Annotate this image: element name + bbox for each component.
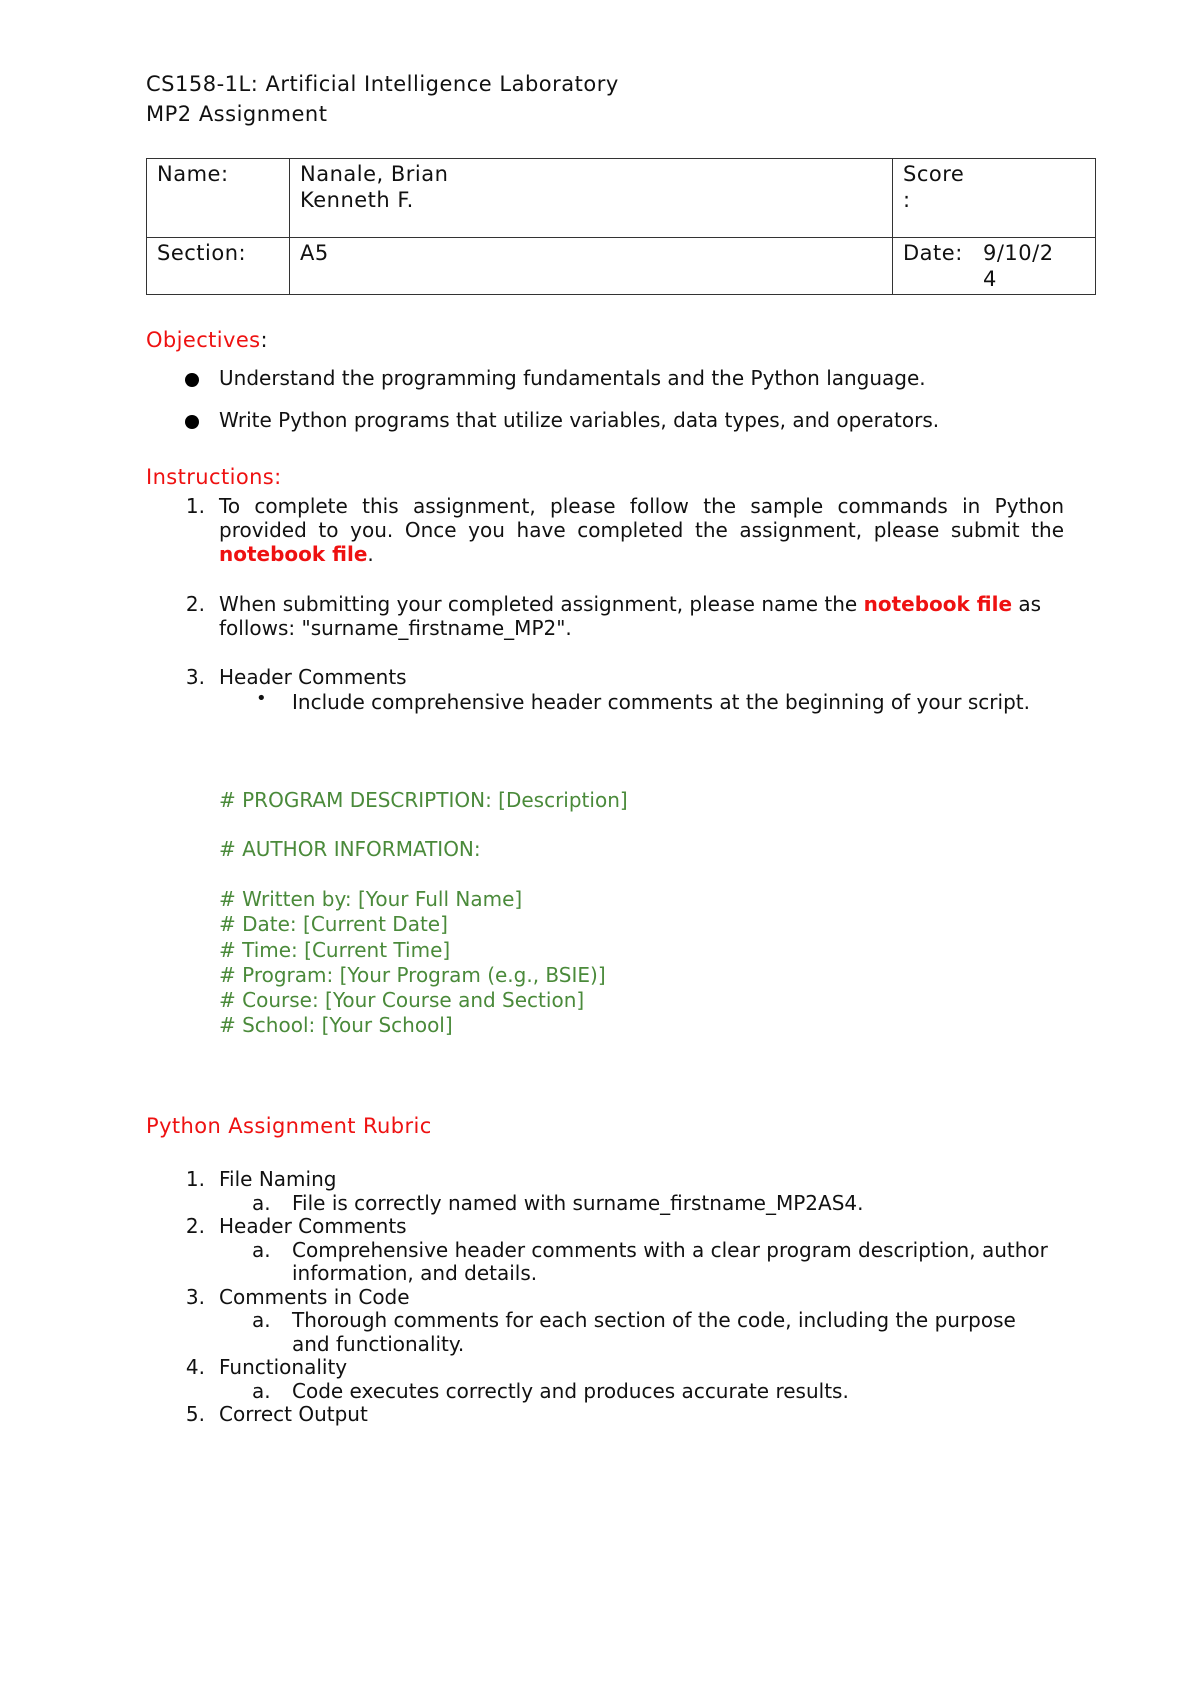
code-line: # Program: [Your Program (e.g., BSIE)] <box>219 963 606 987</box>
rubric-item: Functionality <box>219 1355 348 1379</box>
list-number: 3. <box>185 665 205 689</box>
list-letter: a. <box>252 1190 271 1215</box>
objectives-colon: : <box>260 328 269 352</box>
name-value-line1: Nanale, Brian <box>300 162 449 186</box>
list-number: 4. <box>185 1355 205 1379</box>
rubric-subitem: Thorough comments for each section of the code, including the purpose <box>292 1308 1016 1332</box>
rubric-list <box>175 1168 1048 1427</box>
name-value-line2: Kenneth F. <box>300 188 414 212</box>
list-letter: a. <box>252 1237 271 1262</box>
rubric-item: Correct Output <box>219 1402 368 1426</box>
code-line: # Time: [Current Time] <box>219 938 451 962</box>
score-label: Score <box>903 162 965 186</box>
name-label: Name: <box>157 162 229 186</box>
bullet-icon: • <box>256 688 267 709</box>
list-number: 1. <box>185 1167 205 1191</box>
list-letter: a. <box>252 1308 271 1332</box>
list-number: 5. <box>185 1402 205 1426</box>
instruction-item-3: Header Comments <box>219 665 407 689</box>
objectives-heading-text: Objectives <box>146 328 261 352</box>
notebook-file-highlight: notebook file <box>219 542 368 566</box>
period: . <box>367 542 374 566</box>
instruction-item-1-line2: provided to you. Once you have completed the assignment, please submit the <box>219 518 1064 542</box>
bullet-icon <box>185 415 199 429</box>
instructions-heading: Instructions: <box>146 465 282 489</box>
instruction-item-2-line1 <box>219 592 1041 616</box>
text: When submitting your completed assignment, please name the <box>219 592 864 616</box>
rubric-heading: Python Assignment Rubric <box>146 1114 432 1138</box>
instruction-item-2-line2: follows: "surname_firstname_MP2". <box>219 616 572 640</box>
code-line: # AUTHOR INFORMATION: <box>219 837 481 861</box>
score-label-colon: : <box>903 188 911 212</box>
list-number: 1. <box>185 494 205 518</box>
code-line: # Course: [Your Course and Section] <box>219 988 585 1012</box>
date-value-line1: 9/10/2 <box>983 241 1054 265</box>
instruction-item-3-sub: Include comprehensive header comments at the beginning of your script. <box>292 690 1030 714</box>
objectives-heading <box>146 328 268 352</box>
assignment-title: MP2 Assignment <box>146 102 328 126</box>
objective-item: Write Python programs that utilize variables, data types, and operators. <box>219 408 940 432</box>
section-value: A5 <box>300 241 329 265</box>
section-label: Section: <box>157 241 247 265</box>
notebook-file-highlight: notebook file <box>863 592 1013 616</box>
code-line: # School: [Your School] <box>219 1013 453 1037</box>
code-line: # Written by: [Your Full Name] <box>219 887 523 911</box>
date-value-line2: 4 <box>983 267 997 291</box>
rubric-subitem: File is correctly named with surname_firstname_MP2AS4. <box>292 1190 864 1215</box>
course-title: CS158-1L: Artificial Intelligence Laboratory <box>146 72 619 96</box>
instruction-item-1-line1: To complete this assignment, please follow the sample commands in Python <box>219 494 1064 518</box>
bullet-icon <box>185 373 199 387</box>
list-number: 2. <box>185 592 205 616</box>
student-info-table <box>146 158 1096 295</box>
list-number: 2. <box>185 1214 205 1238</box>
objective-item: Understand the programming fundamentals and the Python language. <box>219 366 926 390</box>
rubric-item: Comments in Code <box>219 1284 410 1309</box>
code-line: # PROGRAM DESCRIPTION: [Description] <box>219 788 628 812</box>
code-line: # Date: [Current Date] <box>219 912 448 936</box>
rubric-item: Header Comments <box>219 1214 407 1238</box>
rubric-item: File Naming <box>219 1167 337 1191</box>
list-letter: a. <box>252 1378 271 1403</box>
rubric-subitem: Code executes correctly and produces accurate results. <box>292 1378 849 1403</box>
rubric-subitem-cont: and functionality. <box>292 1331 465 1356</box>
rubric-subitem-cont: information, and details. <box>292 1261 538 1285</box>
list-number: 3. <box>185 1284 205 1309</box>
date-label: Date: <box>903 241 963 265</box>
text: as <box>1012 592 1042 616</box>
rubric-subitem: Comprehensive header comments with a clear program description, author <box>292 1237 1048 1262</box>
